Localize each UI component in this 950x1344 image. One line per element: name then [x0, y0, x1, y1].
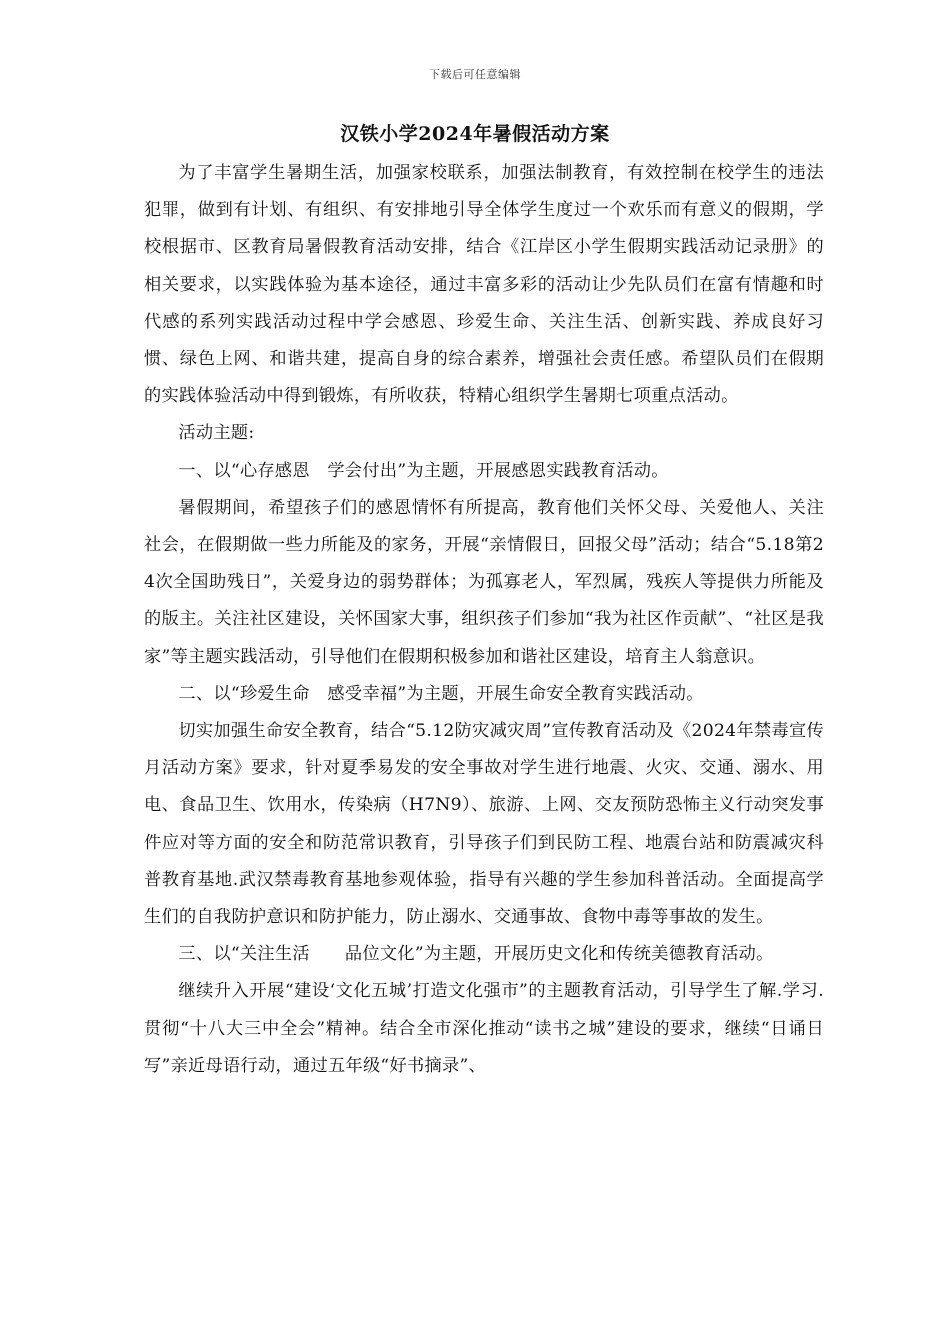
section-heading-culture: 三、以“关注生活 品位文化”为主题，开展历史文化和传统美德教育活动。: [178, 944, 774, 965]
paragraph-gratitude: 暑假期间，希望孩子们的感恩情怀有所提高，教育他们关怀父母、关爱他人、关注社会，在假期做一些力所能及的家务，开展“亲情假日，回报父母”活动；结合“5.18第24次全国助残日”，关爱身边的弱势群体；为孤寡老人，军烈属，残疾人等提供力所能及的版主。关注社区建设，关怀国家大事，组织孩子们参加“我为社区作贡献”、“社区是我家”等主题实践活动，引导他们在假期积极参加和谐社区建设，培育主人翁意识。: [144, 497, 824, 667]
document-title: 汉铁小学2024年暑假活动方案: [340, 123, 610, 145]
document-body: [144, 155, 824, 1085]
paragraph-culture: 继续升入开展“建设‘文化五城’打造文化强市”的主题教育活动，引导学生了解.学习.贯彻“十八大三中全会”精神。结合全市深化推动“读书之城”建设的要求，继续“日诵日写”亲近母语行动，通过五年级“好书摘录”、: [144, 981, 824, 1076]
paragraph-safety: 切实加强生命安全教育，结合“5.12防灾减灾周”宣传教育活动及《2024年禁毒宣传月活动方案》要求，针对夏季易发的安全事故对学生进行地震、火灾、交通、溺水、用电、食品卫生、饮用水，传染病（H7N9）、旅游、上网、交友预防恐怖主义行动突发事件应对等方面的安全和防范常识教育，引导孩子们到民防工程、地震台站和防震减灾科普教育基地.武汉禁毒教育基地参观体验，指导有兴趣的学生参加科普活动。全面提高学生们的自我防护意识和防护能力，防止溺水、交通事故、食物中毒等事故的发生。: [144, 721, 824, 928]
paragraph-activity-theme: 活动主题:: [178, 423, 255, 444]
section-heading-safety: 二、以“珍爱生命 感受幸福”为主题，开展生命安全教育实践活动。: [178, 683, 704, 704]
header-note: 下载后可任意编辑: [429, 68, 521, 81]
section-heading-gratitude: 一、以“心存感恩 学会付出”为主题，开展感恩实践教育活动。: [178, 460, 669, 481]
paragraph-intro: 为了丰富学生暑期生活，加强家校联系，加强法制教育，有效控制在校学生的违法犯罪，做到有计划、有组织、有安排地引导全体学生度过一个欢乐而有意义的假期，学校根据市、区教育局暑假教育活动安排，结合《江岸区小学生假期实践活动记录册》的相关要求，以实践体验为基本途径，通过丰富多彩的活动让少先队员们在富有情趣和时代感的系列实践活动过程中学会感恩、珍爱生命、关注生活、创新实践、养成良好习惯、绿色上网、和谐共建，提高自身的综合素养，增强社会责任感。希望队员们在假期的实践体验活动中得到锻炼，有所收获，特精心组织学生暑期七项重点活动。: [144, 163, 824, 407]
